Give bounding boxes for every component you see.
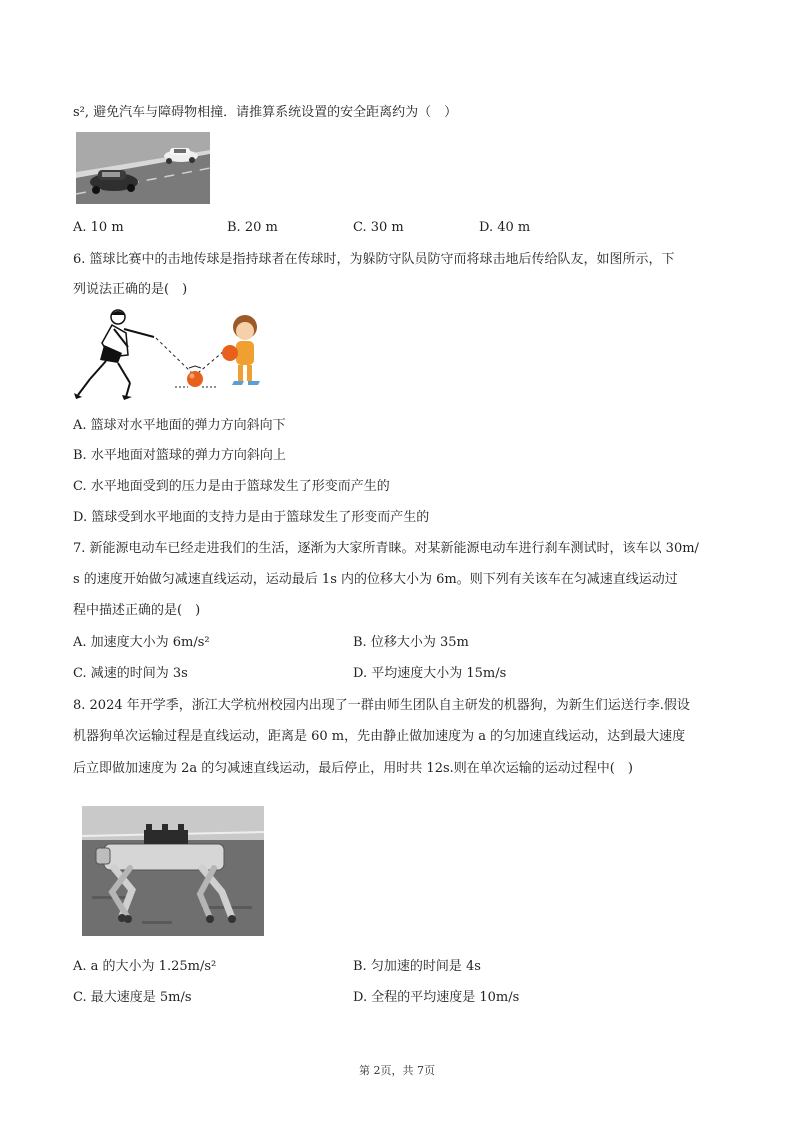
q8-question-line1: 8. 2024 年开学季，浙江大学杭州校园内出现了一群由师生团队自主研发的机器狗，为新生们运送行李.假设 [73,698,690,713]
page-footer: 第 2页，共 7页 [359,1064,435,1077]
q5-option-b: B. 20 m [227,220,278,235]
q8-option-b: B. 匀加速的时间是 4s [353,959,481,974]
q8-option-c: C. 最大速度是 5m/s [73,990,192,1005]
q5-option-d: D. 40 m [479,220,531,235]
q7-option-c: C. 减速的时间为 3s [73,666,188,681]
q7-question-line2: s 的速度开始做匀减速直线运动，运动最后 1s 内的位移大小为 6m。则下列有关该车在匀减速直线运动过 [73,572,678,587]
q7-option-a: A. 加速度大小为 6m/s² [73,635,210,650]
q7-question-line1: 7. 新能源电动车已经走进我们的生活，逐渐为大家所青睐。对某新能源电动车进行刹车测试时，该车以 30m/ [73,541,699,556]
bounce-pass-figure [70,305,270,405]
q5-question-tail: s², 避免汽车与障碍物相撞．请推算系统设置的安全距离约为（ ） [73,105,458,120]
q7-option-b: B. 位移大小为 35m [353,635,469,650]
q5-option-c: C. 30 m [353,220,404,235]
robot-dog-photo [82,806,264,936]
q5-option-a: A. 10 m [73,220,124,235]
q6-option-d: D. 篮球受到水平地面的支持力是由于篮球发生了形变而产生的 [73,510,430,525]
cars-road-photo [76,132,210,204]
q6-option-a: A. 篮球对水平地面的弹力方向斜向下 [73,418,286,433]
q8-option-d: D. 全程的平均速度是 10m/s [353,990,520,1005]
q8-option-a: A. a 的大小为 1.25m/s² [73,959,217,974]
q8-question-line2: 机器狗单次运输过程是直线运动，距离是 60 m，先由静止做加速度为 a 的匀加速直线运动，达到最大速度 [73,729,686,744]
q6-option-b: B. 水平地面对篮球的弹力方向斜向上 [73,448,286,463]
q6-question-line1: 6. 篮球比赛中的击地传球是指持球者在传球时，为躲防守队员防守而将球击地后传给队友，如图所示，下 [73,252,675,267]
q7-option-d: D. 平均速度大小为 15m/s [353,666,507,681]
q6-question-line2: 列说法正确的是( ) [73,282,188,297]
q6-option-c: C. 水平地面受到的压力是由于篮球发生了形变而产生的 [73,479,390,494]
q7-question-line3: 程中描述正确的是( ) [73,603,201,618]
q8-question-line3: 后立即做加速度为 2a 的匀减速直线运动，最后停止，用时共 12s.则在单次运输的运动过程中( ) [73,761,633,776]
